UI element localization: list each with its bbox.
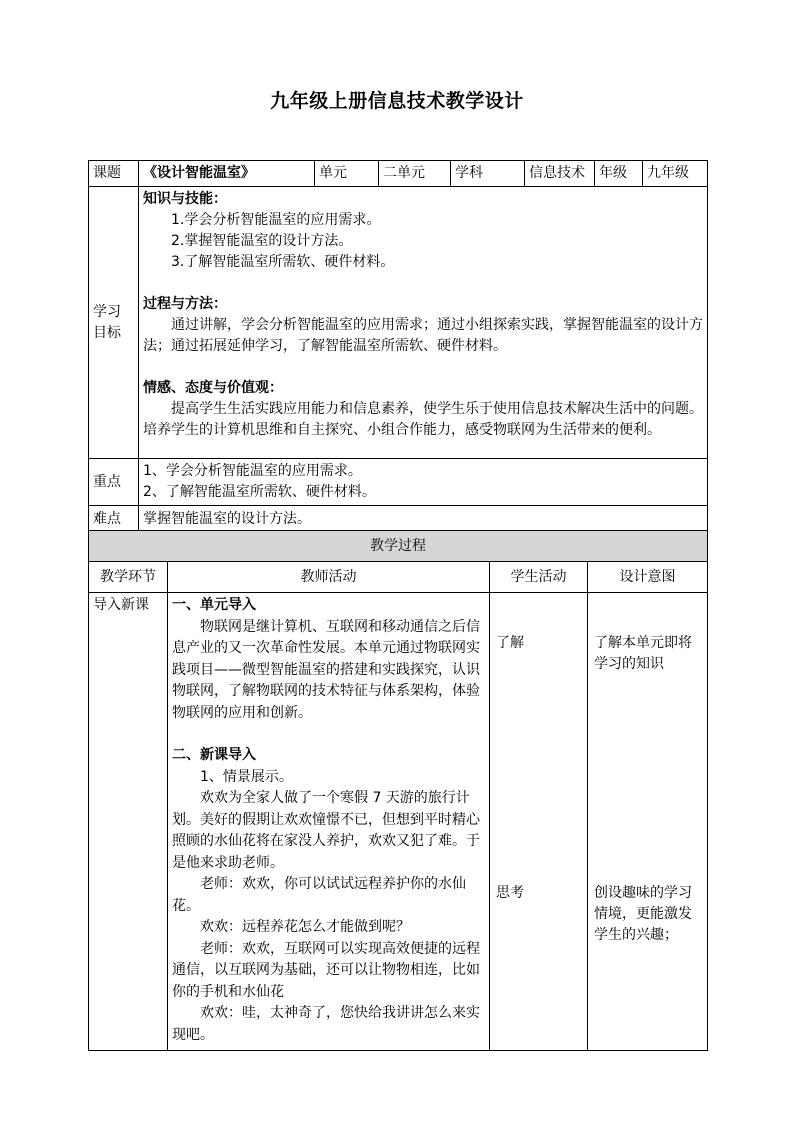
goals-content: [139, 187, 708, 459]
process-text: 通过讲解，学会分析智能温室的应用需求；通过小组探索实践，掌握智能温室的设计方法；通过拓展延伸学习，了解智能温室所需软、硬件材料。: [143, 317, 703, 354]
dialogue-line: 老师：欢欢，你可以试试远程养护你的水仙花。: [172, 876, 466, 914]
process-section-title: 教学过程: [89, 531, 708, 562]
key-points-label: 重点: [89, 459, 139, 506]
grade-value: 九年级: [643, 161, 708, 187]
subject-value: 信息技术: [525, 161, 595, 187]
dialogue-line: 欢欢：远程养花怎么才能做到呢？: [200, 919, 410, 935]
column-header: 设计意图: [588, 562, 708, 593]
part1-title: 一、单元导入: [172, 597, 256, 613]
topic-label: 课题: [89, 161, 139, 187]
process-title: 过程与方法：: [143, 296, 227, 312]
design-intent: [588, 593, 708, 1051]
column-header: 教师活动: [168, 562, 490, 593]
part2-title: 二、新课导入: [172, 747, 256, 763]
topic-value: 《设计智能温室》: [139, 161, 315, 187]
grade-label: 年级: [595, 161, 643, 187]
key-point-item: 1、学会分析智能温室的应用需求。: [143, 463, 362, 479]
key-points-content: [139, 459, 708, 506]
part1-text: 物联网是继计算机、互联网和移动通信之后信息产业的又一次革命性发展。本单元通过物联网实践项目——微型智能温室的搭建和实践探究，认识物联网，了解物联网的技术特征与体系架构，体验物联网的应用和创新。: [172, 618, 480, 721]
column-header: 学生活动: [490, 562, 588, 593]
emotion-title: 情感、态度与价值观：: [143, 380, 283, 396]
key-point-item: 2、了解智能温室所需软、硬件材料。: [143, 484, 376, 500]
unit-label: 单元: [315, 161, 379, 187]
part2-sub: 1、情景展示。: [200, 768, 293, 785]
dialogue-line: 老师：欢欢，互联网可以实现高效便捷的远程通信，以互联网为基础，还可以让物物相连，比如你的手机和水仙花: [172, 940, 480, 1000]
info-table: [88, 160, 708, 534]
stage-cell: 导入新课: [89, 593, 168, 1051]
dialogue-line: 欢欢：哇，太神奇了，您快给我讲讲怎么来实现吧。: [172, 1005, 480, 1043]
difficulty-label: 难点: [89, 506, 139, 534]
goals-label: 学习目标: [89, 187, 139, 459]
unit-value: 二单元: [379, 161, 451, 187]
knowledge-item: 2.掌握智能温室的设计方法。: [171, 233, 353, 249]
knowledge-item: 1.学会分析智能温室的应用需求。: [171, 212, 381, 228]
student-activity-1: 了解: [496, 635, 524, 651]
dialogue-line: 欢欢为全家人做了一个寒假 7 天游的旅行计划。美好的假期让欢欢憧憬不已，但想到平时精心照顾的水仙花将在家没人养护，欢欢又犯了难。于是他来求助老师。: [172, 790, 480, 871]
knowledge-item: 3.了解智能温室所需软、硬件材料。: [171, 254, 395, 270]
design-intent-2: 创设趣味的学习情境，更能激发学生的兴趣；: [594, 885, 692, 943]
student-activity: [490, 593, 588, 1051]
design-intent-1: 了解本单元即将学习的知识: [594, 635, 692, 672]
teacher-activity: [168, 593, 490, 1051]
knowledge-title: 知识与技能：: [143, 191, 227, 207]
student-activity-2: 思考: [496, 885, 524, 901]
page-title: 九年级上册信息技术教学设计: [270, 90, 524, 112]
column-header: 教学环节: [89, 562, 168, 593]
difficulty-text: 掌握智能温室的设计方法。: [139, 506, 708, 534]
emotion-text: 提高学生生活实践应用能力和信息素养，使学生乐于使用信息技术解决生活中的问题。培养学生的计算机思维和自主探究、小组合作能力，感受物联网为生活带来的便利。: [143, 401, 703, 438]
process-table: [88, 530, 708, 1051]
subject-label: 学科: [451, 161, 525, 187]
